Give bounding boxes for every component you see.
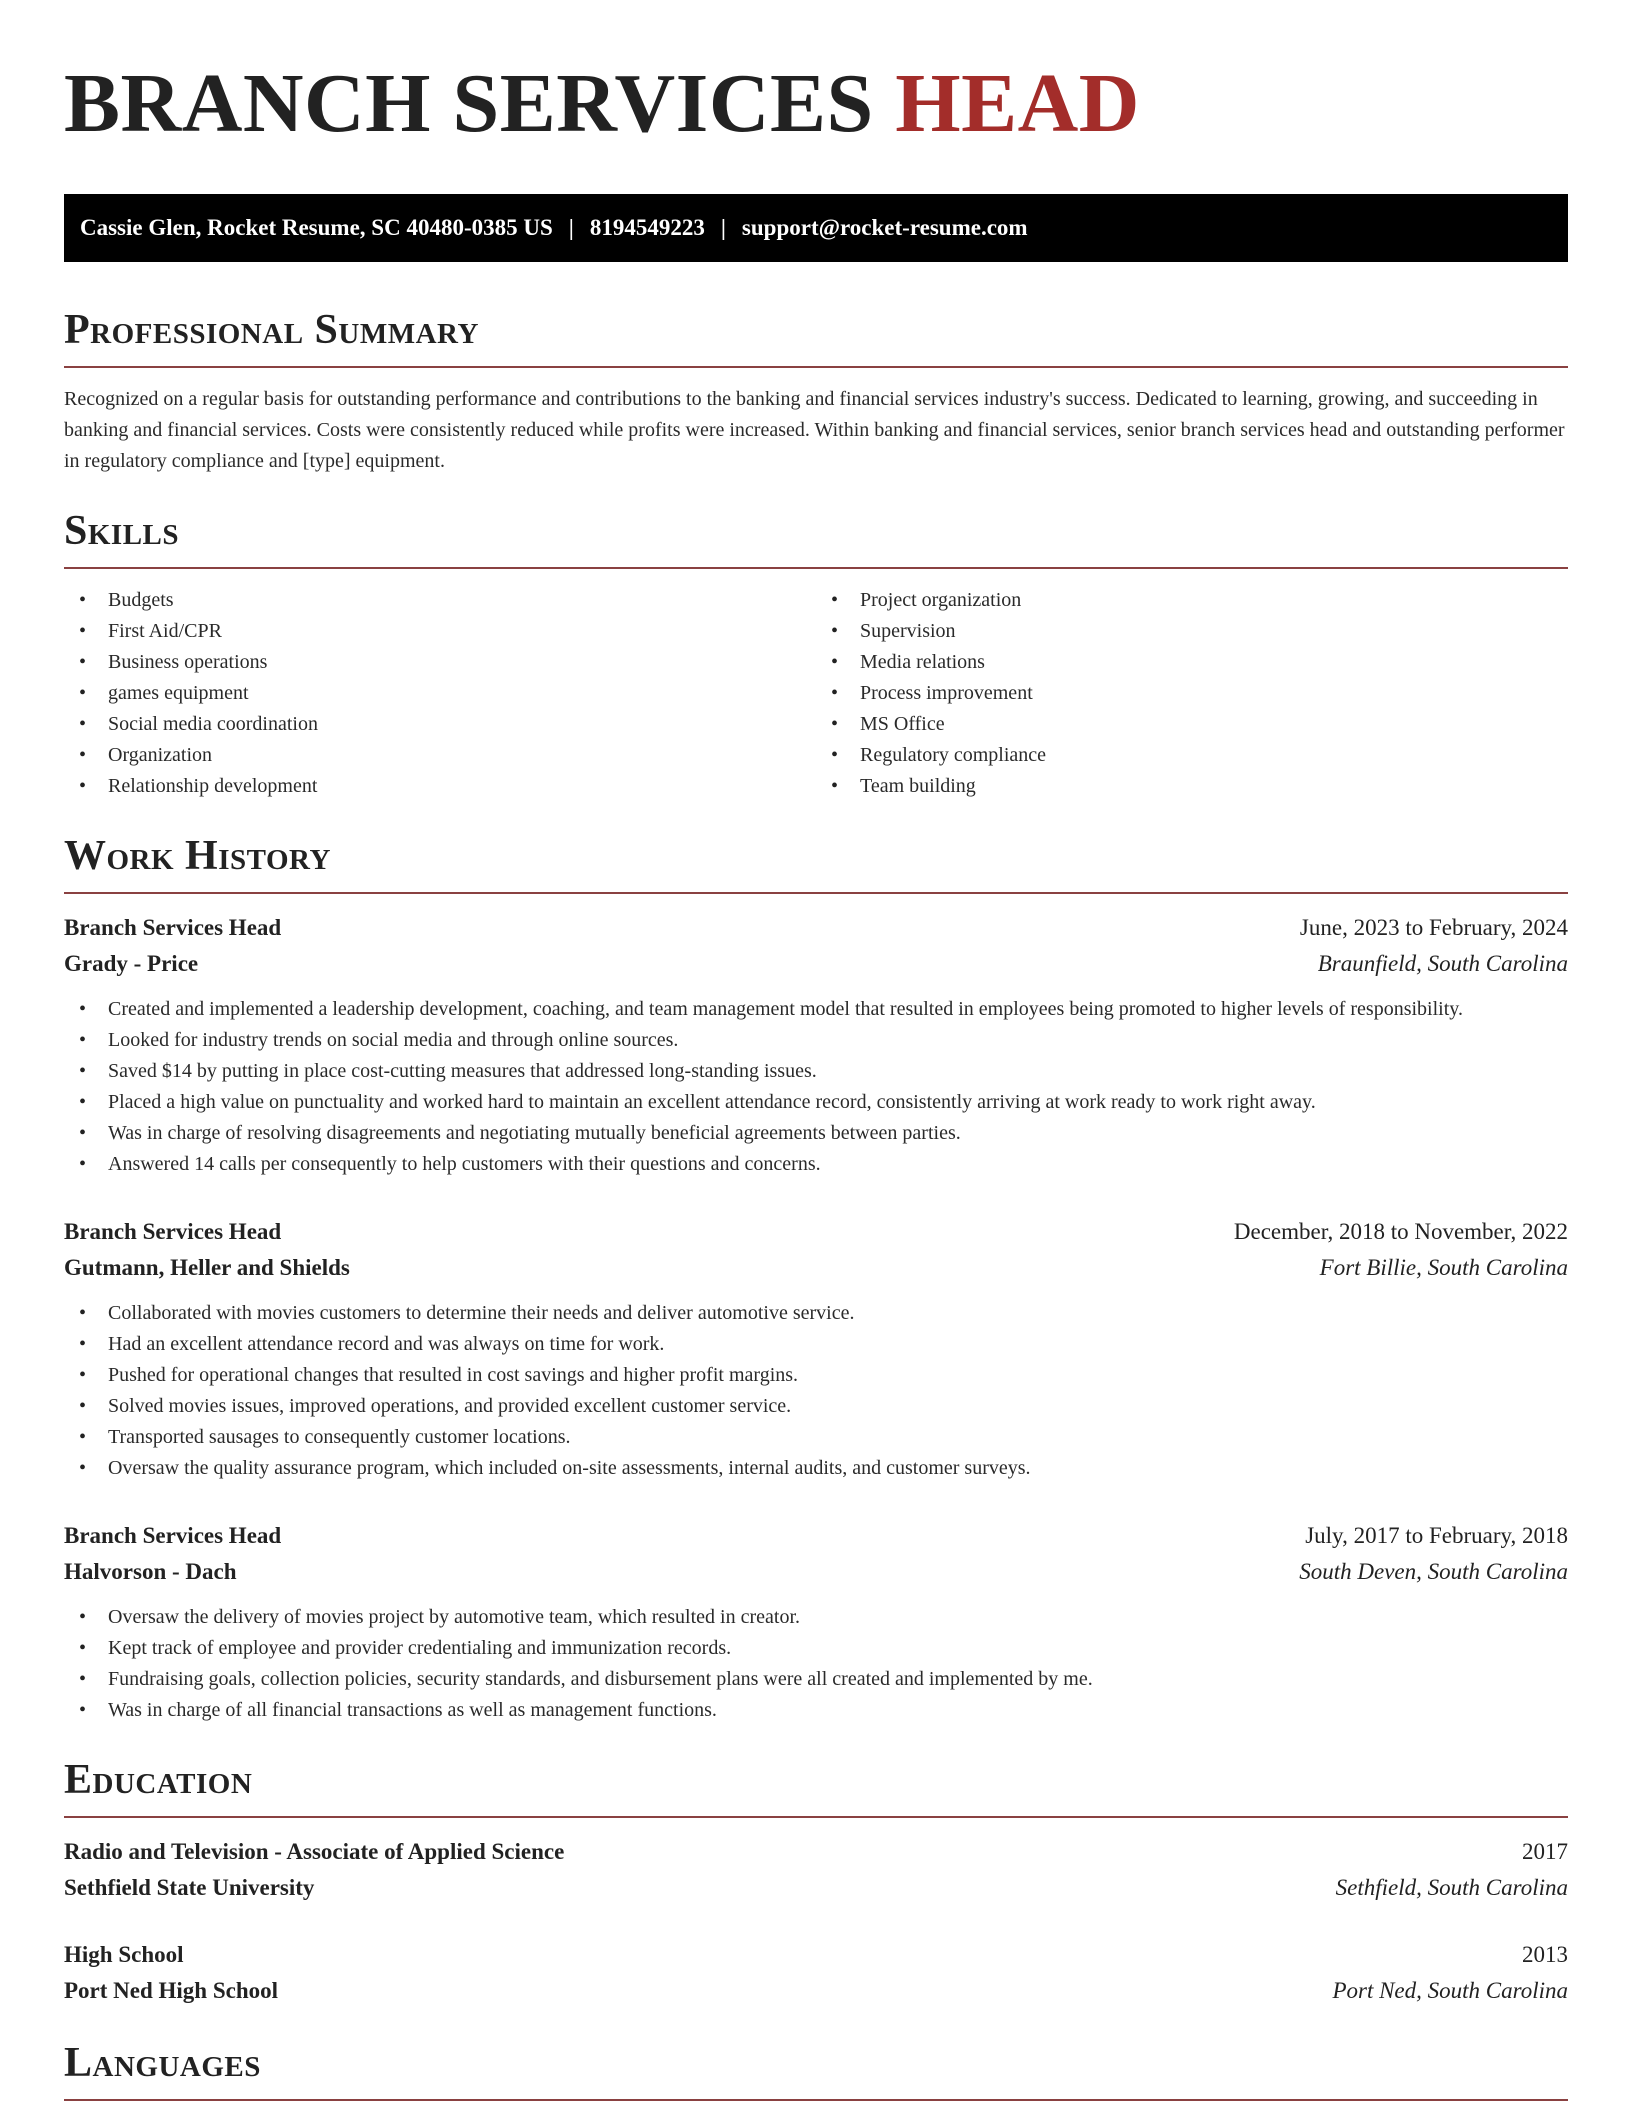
- education-year: 2013: [1522, 1942, 1568, 1967]
- skill-item: • games equipment: [64, 678, 816, 709]
- skill-item: • Supervision: [816, 616, 1568, 647]
- section-heading-education: Education: [64, 1756, 1568, 1818]
- job-dates: June, 2023 to February, 2024: [1299, 915, 1568, 940]
- title-accent: HEAD: [895, 57, 1140, 150]
- contact-separator: |: [568, 215, 574, 240]
- skill-item: • Team building: [816, 771, 1568, 802]
- skill-item: • Media relations: [816, 647, 1568, 678]
- job-bullets: [64, 994, 1568, 1180]
- skills-grid: [64, 585, 1568, 802]
- skill-item: • Relationship development: [64, 771, 816, 802]
- job-bullet: • Answered 14 calls per consequently to help customers with their questions and concerns.: [64, 1149, 1568, 1180]
- contact-address: Cassie Glen, Rocket Resume, SC 40480-0385 US: [80, 215, 553, 240]
- skill-item: • MS Office: [816, 709, 1568, 740]
- job-location: South Deven, South Carolina: [1299, 1559, 1568, 1584]
- education-section: [64, 1756, 1568, 2009]
- job-bullet: • Oversaw the delivery of movies project by automotive team, which resulted in creator.: [64, 1602, 1568, 1633]
- skill-item: • Business operations: [64, 647, 816, 678]
- job-entry: [64, 1518, 1568, 1726]
- skill-item: • Project organization: [816, 585, 1568, 616]
- job-title: Branch Services Head: [64, 1219, 282, 1244]
- skills-column-right: [816, 585, 1568, 802]
- contact-separator: |: [720, 215, 726, 240]
- contact-bar: [64, 194, 1568, 262]
- skill-item: • Organization: [64, 740, 816, 771]
- contact-phone: 8194549223: [589, 215, 705, 240]
- job-bullet: • Looked for industry trends on social media and through online sources.: [64, 1025, 1568, 1056]
- skill-item: • Social media coordination: [64, 709, 816, 740]
- job-entry: [64, 1214, 1568, 1484]
- section-heading-skills: Skills: [64, 507, 1568, 569]
- job-bullet: • Saved $14 by putting in place cost-cutting measures that addressed long-standing issues.: [64, 1056, 1568, 1087]
- education-location: Port Ned, South Carolina: [1332, 1978, 1568, 2003]
- languages-section: [64, 2039, 1568, 2101]
- job-bullet: • Collaborated with movies customers to determine their needs and deliver automotive service.: [64, 1298, 1568, 1329]
- job-company: Halvorson - Dach: [64, 1559, 237, 1584]
- job-company: Gutmann, Heller and Shields: [64, 1255, 350, 1280]
- summary-text: Recognized on a regular basis for outstanding performance and contributions to the banking and financial services industry's success. Dedicated to learning, growing, and succeeding in banking and financial services. Costs were consistently reduced while profits were increased. Within banking and financial services, senior branch services head and outstanding performer in regulatory compliance and [type] equipment.: [64, 388, 1565, 472]
- job-bullet: • Created and implemented a leadership development, coaching, and team management model that resulted in employees being promoted to higher levels of responsibility.: [64, 994, 1568, 1025]
- title-main: BRANCH SERVICES: [64, 57, 874, 150]
- skills-section: [64, 507, 1568, 802]
- job-bullet: • Was in charge of resolving disagreements and negotiating mutually beneficial agreements between parties.: [64, 1118, 1568, 1149]
- job-bullet: • Was in charge of all financial transactions as well as management functions.: [64, 1695, 1568, 1726]
- education-degree: Radio and Television - Associate of Applied Science: [64, 1839, 565, 1864]
- job-bullet: • Transported sausages to consequently customer locations.: [64, 1422, 1568, 1453]
- job-title: Branch Services Head: [64, 915, 282, 940]
- section-heading-work-history: Work History: [64, 832, 1568, 894]
- job-dates: July, 2017 to February, 2018: [1305, 1523, 1568, 1548]
- education-school: Sethfield State University: [64, 1875, 315, 1900]
- job-bullet: • Had an excellent attendance record and was always on time for work.: [64, 1329, 1568, 1360]
- education-entry: [64, 1834, 1568, 1906]
- job-bullet: • Kept track of employee and provider credentialing and immunization records.: [64, 1633, 1568, 1664]
- skill-item: • First Aid/CPR: [64, 616, 816, 647]
- skills-column-left: [64, 585, 816, 802]
- contact-email: support@rocket-resume.com: [741, 215, 1028, 240]
- job-dates: December, 2018 to November, 2022: [1233, 1219, 1568, 1244]
- education-entry: [64, 1937, 1568, 2009]
- resume-title: [64, 0, 1568, 150]
- education-degree: High School: [64, 1942, 184, 1967]
- professional-summary-section: [64, 306, 1568, 477]
- job-bullet: • Solved movies issues, improved operations, and provided excellent customer service.: [64, 1391, 1568, 1422]
- education-location: Sethfield, South Carolina: [1335, 1875, 1568, 1900]
- job-bullets: [64, 1602, 1568, 1726]
- education-year: 2017: [1522, 1839, 1568, 1864]
- section-heading-summary: Professional Summary: [64, 306, 1568, 368]
- skill-item: • Regulatory compliance: [816, 740, 1568, 771]
- job-company: Grady - Price: [64, 951, 199, 976]
- work-history-section: [64, 832, 1568, 1726]
- job-bullets: [64, 1298, 1568, 1484]
- skill-item: • Process improvement: [816, 678, 1568, 709]
- education-school: Port Ned High School: [64, 1978, 279, 2003]
- job-bullet: • Placed a high value on punctuality and worked hard to maintain an excellent attendance record, consistently arriving at work ready to work right away.: [64, 1087, 1568, 1118]
- section-heading-languages: Languages: [64, 2039, 1568, 2101]
- job-bullet: • Pushed for operational changes that resulted in cost savings and higher profit margins.: [64, 1360, 1568, 1391]
- job-bullet: • Oversaw the quality assurance program, which included on-site assessments, internal audits, and customer surveys.: [64, 1453, 1568, 1484]
- job-location: Braunfield, South Carolina: [1317, 951, 1568, 976]
- job-location: Fort Billie, South Carolina: [1319, 1255, 1568, 1280]
- job-title: Branch Services Head: [64, 1523, 282, 1548]
- job-entry: [64, 910, 1568, 1180]
- job-bullet: • Fundraising goals, collection policies, security standards, and disbursement plans were all created and implemented by me.: [64, 1664, 1568, 1695]
- skill-item: • Budgets: [64, 585, 816, 616]
